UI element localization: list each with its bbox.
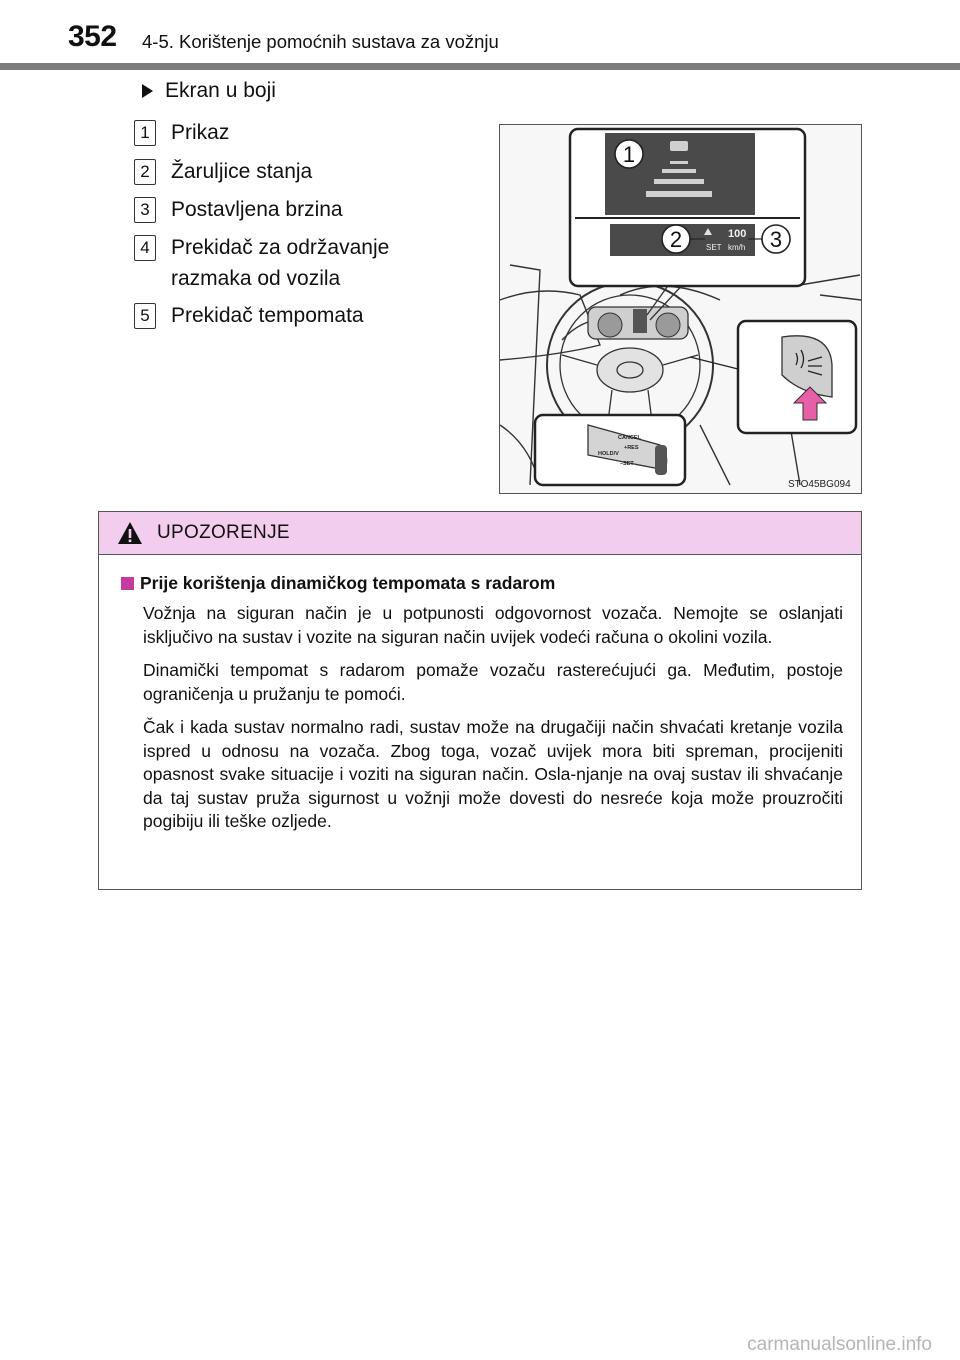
item-text: Prikaz <box>171 121 230 144</box>
item-text: Postavljena brzina <box>171 198 343 221</box>
illustration-svg <box>500 125 861 492</box>
warning-body <box>99 555 861 834</box>
list-item <box>134 305 364 331</box>
chapter-title: 4-5. Korištenje pomoćnih sustava za vožnju <box>142 31 499 52</box>
square-bullet-icon <box>121 577 134 590</box>
item-number: 2 <box>134 159 156 185</box>
warning-box <box>98 511 862 890</box>
section-subheading <box>142 79 276 103</box>
list-item <box>134 161 312 187</box>
dashboard-illustration <box>499 124 862 494</box>
figure-code: STO45BG094 <box>788 479 851 490</box>
item-text: Prekidač za održavanje razmaka od vozila <box>171 236 390 290</box>
watermark: carmanualsonline.info <box>747 1334 932 1355</box>
display-set: SET <box>706 243 722 252</box>
item-number: 4 <box>134 235 156 261</box>
warning-triangle-icon <box>117 521 143 545</box>
item-text: Žaruljice stanja <box>171 160 313 183</box>
item-number: 3 <box>134 197 156 223</box>
page-number: 352 <box>68 20 117 53</box>
list-item <box>134 199 343 225</box>
warning-subheading <box>121 573 843 594</box>
triangle-bullet-icon <box>142 84 153 98</box>
warning-paragraph: Čak i kada sustav normalno radi, sustav može na drugačiji način shvaćati kretanje vozila ispred u odnosu na vozača. Zbog toga, vozač uvijek mora biti spreman, procijeniti opasnost svake situacije i voziti na siguran način. Osla-njanje na ovaj sustav ili shvaćanje da taj sustav pruža sigurnost u vožnji može dovesti do nesreće koja može prouzročiti pogibiju ili teške ozljede. <box>143 717 843 831</box>
display-zoom-box <box>570 129 805 286</box>
warning-paragraph: Dinamički tempomat s radarom pomaže vozaču rasterećujući ga. Međutim, postoje ograničenja u pružanju te pomoći. <box>143 660 843 704</box>
item-number: 1 <box>134 120 156 146</box>
distance-switch-zoom-box <box>738 321 856 433</box>
callout-1: 1 <box>622 142 636 167</box>
callout-3: 3 <box>769 227 783 252</box>
item-text: Prekidač tempomata <box>171 304 364 327</box>
list-item <box>134 237 441 294</box>
lever-label-hold: HOLD/V <box>598 451 619 457</box>
warning-header <box>99 512 861 555</box>
callout-2: 2 <box>669 227 683 252</box>
warning-paragraph: Vožnja na siguran način je u potpunosti odgovornost vozača. Nemojte se oslanjati isključivo na sustav i vozite na siguran način uvijek vodeći računa o okolini vozila. <box>143 603 843 647</box>
cruise-lever-zoom-box <box>535 415 685 485</box>
item-number: 5 <box>134 303 156 329</box>
lever-label-res: +RES <box>624 445 639 451</box>
display-speed: 100 <box>728 228 747 240</box>
warning-subheading-text: Prije korištenja dinamičkog tempomata s radarom <box>140 573 556 593</box>
lever-label-set: –SET <box>620 461 634 467</box>
gauge-cluster <box>588 307 688 339</box>
header-rule <box>0 63 960 70</box>
warning-title: UPOZORENJE <box>157 522 290 543</box>
display-unit: km/h <box>728 243 746 252</box>
lever-label-cancel: CANCEL <box>618 435 641 441</box>
subheading-text: Ekran u boji <box>165 79 276 102</box>
list-item <box>134 122 229 148</box>
